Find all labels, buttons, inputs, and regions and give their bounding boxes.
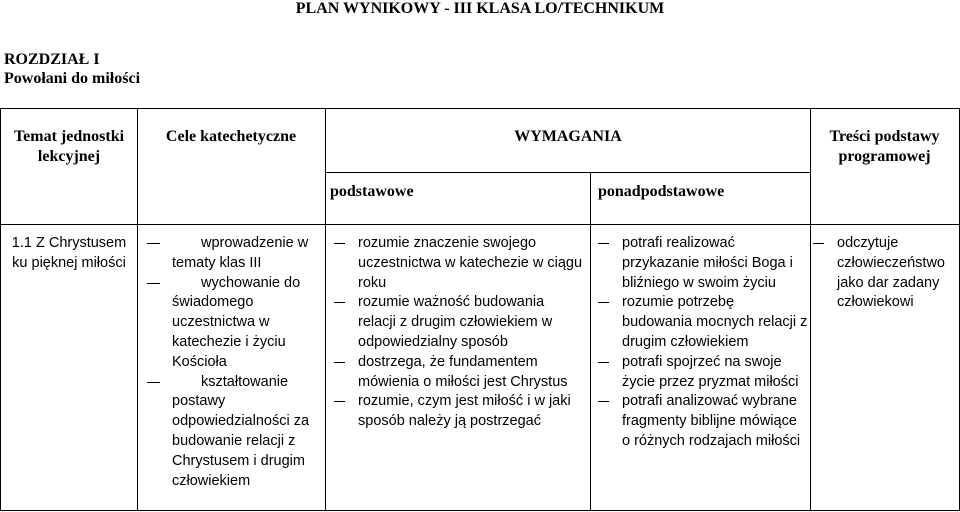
list-item: rozumie znaczenie swojego uczestnictwa w katechezie w ciągu roku [334, 234, 586, 293]
chapter-name: Powołani do miłości [4, 70, 141, 87]
list-item: rozumie potrzebę budowania mocnych relacji z drugim człowiekiem [598, 293, 808, 352]
header-curriculum: Treści podstawy programowej [829, 128, 940, 165]
list-item: wychowanie do świadomego uczestnictwa w katechezie i życiu Kościoła [147, 274, 322, 373]
list-item: rozumie, czym jest miłość i w jaki sposób należy ją postrzegać [334, 392, 586, 432]
list-item: potrafi analizować wybrane fragmenty biblijne mówiące o różnych rodzajach miłości [598, 392, 808, 451]
lesson-topic: 1.1 Z Chrystusem ku pięknej miłości [11, 235, 127, 271]
chapter-heading [4, 50, 140, 88]
header-basic: podstawowe [330, 183, 414, 200]
header-topic: Temat jednostki lekcyjnej [13, 128, 125, 165]
header-goals: Cele katechetyczne [165, 128, 297, 145]
list-item: potrafi spojrzeć na swoje życie przez pryzmat miłości [598, 353, 808, 393]
list-item: rozumie ważność budowania relacji z drugim człowiekiem w odpowiedzialny sposób [334, 293, 586, 352]
header-requirements: WYMAGANIA [514, 128, 622, 145]
header-advanced: ponadpodstawowe [598, 183, 725, 200]
list-item: wprowadzenie w tematy klas III [147, 234, 322, 274]
list-item: odczytuje człowieczeństwo jako dar zadany człowiekowi [813, 234, 957, 313]
list-item: potrafi realizować przykazanie miłości Boga i bliźniego w swoim życiu [598, 234, 808, 293]
basic-requirements-list [334, 234, 586, 432]
list-item: dostrzega, że fundamentem mówienia o miłości jest Chrystus [334, 353, 586, 393]
goals-list [147, 234, 322, 491]
chapter-label: ROZDZIAŁ I [4, 51, 100, 68]
curriculum-list [813, 234, 957, 313]
document-title: PLAN WYNIKOWY - III KLASA LO/TECHNIKUM [295, 0, 665, 17]
list-item: kształtowanie postawy odpowiedzialności za budowanie relacji z Chrystusem i drugim człowiekiem [147, 373, 322, 492]
advanced-requirements-list [598, 234, 808, 452]
